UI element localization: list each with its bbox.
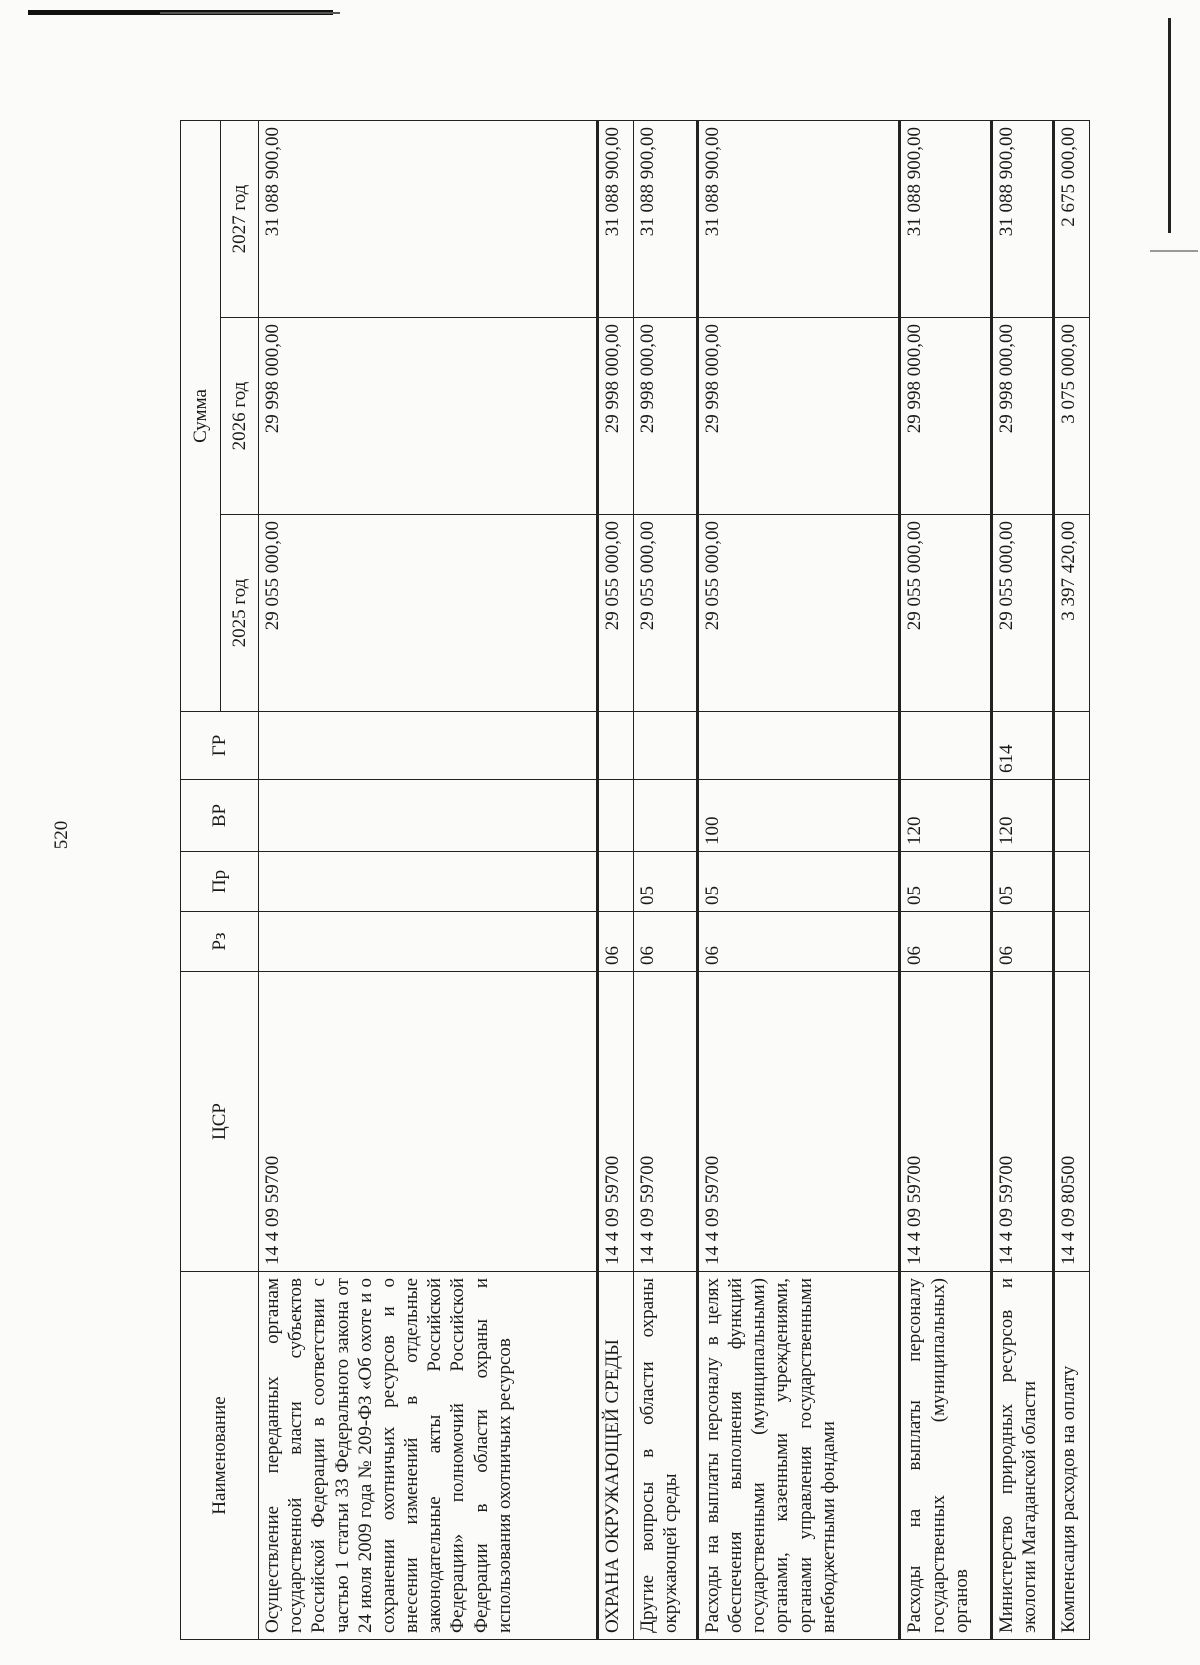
scan-edge-right-thin (1150, 250, 1198, 252)
row-2025: 29 055 000,00 (991, 515, 1053, 712)
table-row (1053, 120, 1089, 1639)
row-name: Другие вопросы в области охраны окружающей среды (634, 1272, 698, 1640)
row-2027: 31 088 900,00 (634, 120, 698, 317)
row-gr (597, 712, 633, 780)
row-2025: 29 055 000,00 (597, 515, 633, 712)
row-gr (259, 712, 598, 780)
header-gr: ГР (181, 712, 259, 780)
table-row (597, 120, 633, 1639)
row-name: Расходы на выплаты персоналу в целях обеспечения выполнения функций государственными (муниципальными) органами, казенными учреждениями, органами управления государственными внебюджетными фондами (697, 1272, 899, 1640)
row-name: Компенсация расходов на оплату (1053, 1272, 1089, 1640)
row-vr: 100 (697, 780, 899, 852)
table-row (900, 120, 992, 1639)
row-csr: 14 4 09 59700 (259, 972, 598, 1272)
row-2025: 29 055 000,00 (900, 515, 992, 712)
scan-edge-right (1168, 18, 1171, 233)
row-pr: 05 (634, 852, 698, 912)
row-2026: 3 075 000,00 (1053, 318, 1089, 515)
row-pr (1053, 852, 1089, 912)
row-gr (697, 712, 899, 780)
row-csr: 14 4 09 59700 (991, 972, 1053, 1272)
row-rz (259, 912, 598, 972)
header-2026: 2026 год (221, 318, 259, 515)
row-name: Расходы на выплаты персоналу государственных (муниципальных) органов (900, 1272, 992, 1640)
row-pr: 05 (991, 852, 1053, 912)
row-2026: 29 998 000,00 (597, 318, 633, 515)
rotated-table-container (180, 120, 1090, 1640)
row-2027: 2 675 000,00 (1053, 120, 1089, 317)
header-sum: Сумма (181, 120, 221, 711)
row-gr (900, 712, 992, 780)
row-2027: 31 088 900,00 (697, 120, 899, 317)
row-gr (1053, 712, 1089, 780)
page-number: 520 (51, 820, 72, 850)
row-rz (1053, 912, 1089, 972)
budget-table (180, 120, 1090, 1640)
header-pr: Пр (181, 852, 259, 912)
header-2025: 2025 год (221, 515, 259, 712)
row-vr (259, 780, 598, 852)
row-2026: 29 998 000,00 (697, 318, 899, 515)
row-2025: 3 397 420,00 (1053, 515, 1089, 712)
row-csr: 14 4 09 80500 (1053, 972, 1089, 1272)
row-csr: 14 4 09 59700 (597, 972, 633, 1272)
row-2026: 29 998 000,00 (634, 318, 698, 515)
row-csr: 14 4 09 59700 (900, 972, 992, 1272)
row-pr (259, 852, 598, 912)
row-vr (634, 780, 698, 852)
row-name: Осуществление переданных органам государственной власти субъектов Российской Федерации в соответствии с частью 1 статьи 33 Федерального закона от 24 июля 2009 года № 209-ФЗ «Об охоте и о сохранении охотничьих ресурсов и о внесении изменений в отдельные законодательные акты Российской Федерации» полномочий Российской Федерации в области охраны и использования охотничьих ресурсов (259, 1272, 598, 1640)
row-gr: 614 (991, 712, 1053, 780)
header-name: Наименование (181, 1272, 259, 1640)
row-csr: 14 4 09 59700 (634, 972, 698, 1272)
row-pr (597, 852, 633, 912)
row-rz: 06 (597, 912, 633, 972)
table-row (991, 120, 1053, 1639)
row-rz: 06 (634, 912, 698, 972)
row-2025: 29 055 000,00 (697, 515, 899, 712)
row-2025: 29 055 000,00 (634, 515, 698, 712)
table-row (259, 120, 598, 1639)
row-vr (597, 780, 633, 852)
table-row (634, 120, 698, 1639)
row-name: ОХРАНА ОКРУЖАЮЩЕЙ СРЕДЫ (597, 1272, 633, 1640)
row-name: Министерство природных ресурсов и экологии Магаданской области (991, 1272, 1053, 1640)
header-csr: ЦСР (181, 972, 259, 1272)
row-vr: 120 (900, 780, 992, 852)
row-vr (1053, 780, 1089, 852)
header-vr: ВР (181, 780, 259, 852)
row-gr (634, 712, 698, 780)
row-rz: 06 (697, 912, 899, 972)
row-2026: 29 998 000,00 (900, 318, 992, 515)
row-2027: 31 088 900,00 (991, 120, 1053, 317)
header-2027: 2027 год (221, 120, 259, 317)
row-pr: 05 (697, 852, 899, 912)
row-csr: 14 4 09 59700 (697, 972, 899, 1272)
row-vr: 120 (991, 780, 1053, 852)
scan-edge-top-thin (160, 12, 340, 14)
row-2027: 31 088 900,00 (259, 120, 598, 317)
row-2026: 29 998 000,00 (991, 318, 1053, 515)
row-pr: 05 (900, 852, 992, 912)
header-row-1 (181, 120, 221, 1639)
row-2025: 29 055 000,00 (259, 515, 598, 712)
row-rz: 06 (991, 912, 1053, 972)
header-rz: Рз (181, 912, 259, 972)
row-rz: 06 (900, 912, 992, 972)
row-2027: 31 088 900,00 (900, 120, 992, 317)
row-2026: 29 998 000,00 (259, 318, 598, 515)
table-row (697, 120, 899, 1639)
row-2027: 31 088 900,00 (597, 120, 633, 317)
